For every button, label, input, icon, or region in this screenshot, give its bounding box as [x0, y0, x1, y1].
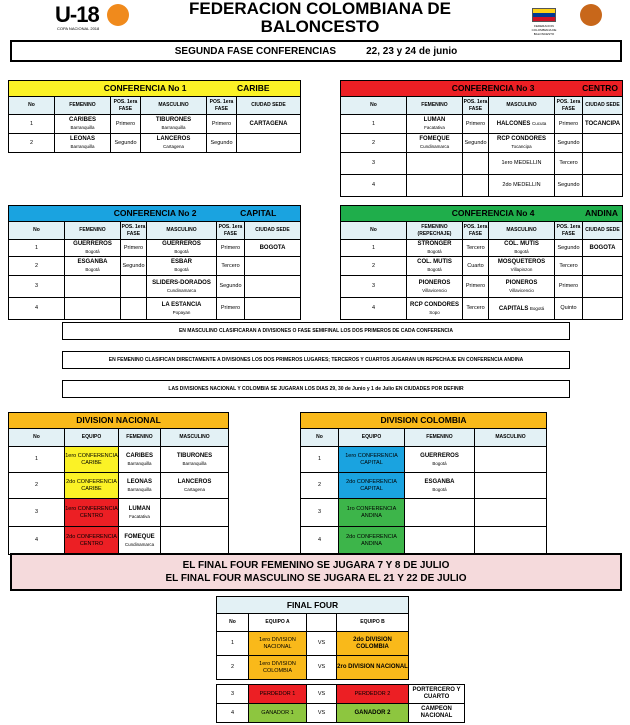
- mas-pos: Primero: [555, 115, 583, 134]
- fem-team: STRONGER Bogotá: [407, 240, 463, 257]
- mas-pos: Segundo: [207, 134, 237, 153]
- division-colombia-table: [300, 412, 547, 555]
- host-city: [583, 153, 623, 175]
- row-no: 1: [9, 115, 55, 134]
- table-row: [341, 240, 623, 257]
- col-header: MASCULINO: [489, 222, 555, 240]
- fem-team: GUERREROS Bogotá: [405, 447, 475, 473]
- table-row: [301, 527, 547, 555]
- col-header: No: [217, 614, 249, 632]
- table-row: [301, 473, 547, 499]
- fem-team: LUMAN Facatativa: [407, 115, 463, 134]
- fem-team: ESGANBA Bogotá: [405, 473, 475, 499]
- fem-pos: Segundo: [463, 134, 489, 153]
- col-header: MASCULINO: [147, 222, 217, 240]
- note-divisiones: LAS DIVISIONES NACIONAL Y COLOMBIA SE JUGARAN LOS DIAS 29, 30 de Junio y 1 de Julio EN CIUDADES POR DEFINIR: [62, 380, 570, 398]
- note-femenino: EN FEMENINO CLASIFICAN DIRECTAMENTE A DIVISIONES LOS DOS PRIMEROS LUGARES; TERCEROS Y CUARTOS JUGARAN UN REPECHAJE EN CONFERENCIA ANDINA: [62, 351, 570, 369]
- mas-team: [475, 499, 547, 527]
- table-row: [301, 499, 547, 527]
- col-header: No: [9, 429, 65, 447]
- conference-2-table: [8, 205, 301, 320]
- table-row: [9, 298, 301, 320]
- mas-team: COL. MUTIS Bogotá: [489, 240, 555, 257]
- table-row: [9, 499, 229, 527]
- equipo: 1ero CONFERENCIA CARIBE: [65, 447, 119, 473]
- team-a: 1ero DIVISION NACIONAL: [249, 632, 307, 656]
- fem-pos: [121, 298, 147, 320]
- table-row: [9, 447, 229, 473]
- col-header: No: [341, 97, 407, 115]
- conference-title: CONFERENCIA No 4: [341, 206, 555, 222]
- mas-team: [161, 499, 229, 527]
- row-no: 3: [341, 276, 407, 298]
- mas-team: [475, 473, 547, 499]
- final-four-table: [216, 596, 409, 680]
- row-no: 2: [217, 656, 249, 680]
- row-no: 2: [9, 134, 55, 153]
- fem-pos: [121, 276, 147, 298]
- mas-team: ESBAR Bogotá: [147, 257, 217, 276]
- col-header: CIUDAD SEDE: [583, 97, 623, 115]
- table-row: [9, 115, 301, 134]
- row-no: 1: [217, 632, 249, 656]
- fem-team: [405, 499, 475, 527]
- host-city: [583, 134, 623, 153]
- col-header: MASCULINO: [161, 429, 229, 447]
- mas-team: TIBURONES Barranquilla: [161, 447, 229, 473]
- row-no: 2: [341, 134, 407, 153]
- col-header: FEMENINO: [65, 222, 121, 240]
- mas-pos: Primero: [555, 276, 583, 298]
- conference-4-table: [340, 205, 623, 320]
- mas-team: RCP CONDORES Tocancipa: [489, 134, 555, 153]
- mas-pos: Primero: [217, 298, 245, 320]
- mas-team: TIBURONES Barranquilla: [141, 115, 207, 134]
- col-header: FEMENINO: [55, 97, 111, 115]
- fem-pos: Tercero: [463, 240, 489, 257]
- equipo: 1ero CONFERENCIA CENTRO: [65, 499, 119, 527]
- row-no: 2: [9, 473, 65, 499]
- host-city: [245, 276, 301, 298]
- col-header: No: [9, 97, 55, 115]
- col-header: POS. 1era FASE: [217, 222, 245, 240]
- vs-label: VS: [307, 632, 337, 656]
- conference-title: CONFERENCIA No 1: [9, 81, 207, 97]
- conference-3-table: [340, 80, 623, 197]
- fem-team: PIONEROS Villavicencio: [407, 276, 463, 298]
- mas-pos: Segundo: [555, 175, 583, 197]
- note-masculino: EN MASCULINO CLASIFICARAN A DIVISIONES O FASE SEMIFINAL LOS DOS PRIMEROS DE CADA CONFERENCIA: [62, 322, 570, 340]
- table-row: [9, 240, 301, 257]
- host-city: [583, 257, 623, 276]
- fem-pos: [463, 153, 489, 175]
- title-line-1: FEDERACION COLOMBIANA DE: [189, 0, 451, 18]
- col-header: MASCULINO: [141, 97, 207, 115]
- col-header: EQUIPO: [65, 429, 119, 447]
- equipo: 1ro CONFERENCIA ANDINA: [339, 499, 405, 527]
- equipo: 2do CONFERENCIA CENTRO: [65, 527, 119, 555]
- fem-team: CARIBES Barranquilla: [55, 115, 111, 134]
- fcb-logo: [528, 6, 560, 36]
- mas-pos: Segundo: [555, 240, 583, 257]
- equipo: 2do CONFERENCIA ANDINA: [339, 527, 405, 555]
- basketball-logo-icon: [580, 4, 602, 26]
- mas-team: LA ESTANCIA Popayan: [147, 298, 217, 320]
- vs-label: VS: [307, 704, 337, 723]
- fcb-caption: FEDERACION COLOMBIANA DE BALONCESTO: [531, 24, 557, 36]
- final-four-announcement: [10, 553, 622, 591]
- table-row: [301, 447, 547, 473]
- final-four-title: FINAL FOUR: [217, 597, 409, 614]
- basketball-icon: [107, 4, 129, 26]
- fem-team: GUERREROS Bogotá: [65, 240, 121, 257]
- mas-team: [475, 447, 547, 473]
- phase-name: SEGUNDA FASE CONFERENCIAS: [174, 45, 337, 57]
- fem-pos: Primero: [121, 240, 147, 257]
- mas-team: PIONEROS Villavicencio: [489, 276, 555, 298]
- col-header: EQUIPO B: [337, 614, 409, 632]
- vs-label: VS: [307, 656, 337, 680]
- mas-team: LANCEROS Cartagena: [141, 134, 207, 153]
- equipo: 1ero CONFERENCIA CAPITAL: [339, 447, 405, 473]
- team-a: PERDEDOR 1: [249, 685, 307, 704]
- conference-region: ANDINA: [555, 206, 623, 222]
- row-no: 4: [341, 175, 407, 197]
- division-title: DIVISION COLOMBIA: [301, 413, 547, 429]
- match-result: PORTERCERO Y CUARTO: [409, 685, 465, 704]
- mas-pos: Primero: [207, 115, 237, 134]
- row-no: 2: [341, 257, 407, 276]
- table-row: [217, 632, 409, 656]
- division-title: DIVISION NACIONAL: [9, 413, 229, 429]
- conference-title: CONFERENCIA No 3: [341, 81, 555, 97]
- host-city: CARTAGENA: [237, 115, 301, 134]
- division-nacional-table: [8, 412, 229, 555]
- row-no: 1: [9, 447, 65, 473]
- col-header: CIUDAD SEDE: [245, 222, 301, 240]
- row-no: 2: [9, 257, 65, 276]
- fem-team: [407, 153, 463, 175]
- row-no: 1: [341, 115, 407, 134]
- host-city: [245, 298, 301, 320]
- fem-team: ESGANBA Bogotá: [65, 257, 121, 276]
- conference-region: CENTRO: [555, 81, 623, 97]
- fem-team: [407, 175, 463, 197]
- table-row: [341, 153, 623, 175]
- equipo: 2do CONFERENCIA CAPITAL: [339, 473, 405, 499]
- mas-pos: Segundo: [217, 276, 245, 298]
- row-no: 4: [341, 298, 407, 320]
- title-line-2: BALONCESTO: [260, 17, 380, 36]
- table-row: [341, 134, 623, 153]
- col-header: EQUIPO: [339, 429, 405, 447]
- fem-team: RCP CONDORES Sopo: [407, 298, 463, 320]
- team-b: PERDEDOR 2: [337, 685, 409, 704]
- table-row: [9, 134, 301, 153]
- row-no: 1: [9, 240, 65, 257]
- col-header: No: [341, 222, 407, 240]
- team-a: 1ero DIVISION COLOMBIA: [249, 656, 307, 680]
- mas-team: CAPITALS Bogotá: [489, 298, 555, 320]
- table-row: [9, 276, 301, 298]
- mas-team: SLIDERS-DORADOS Cundinamarca: [147, 276, 217, 298]
- host-city: TOCANCIPA: [583, 115, 623, 134]
- mas-pos: Quinto: [555, 298, 583, 320]
- u18-logo: [55, 2, 130, 34]
- host-city: [245, 257, 301, 276]
- col-header: MASCULINO: [475, 429, 547, 447]
- team-b: 2ro DIVISION NACIONAL: [337, 656, 409, 680]
- table-row: [217, 704, 465, 723]
- colombia-flag-icon: [532, 8, 556, 22]
- col-header: CIUDAD SEDE: [237, 97, 301, 115]
- mas-team: GUERREROS Bogotá: [147, 240, 217, 257]
- logo-text: U-18: [55, 2, 99, 27]
- conference-region: CAPITAL: [217, 206, 301, 222]
- fem-team: [65, 298, 121, 320]
- table-row: [341, 257, 623, 276]
- host-city: BOGOTA: [245, 240, 301, 257]
- playoff-table: [216, 684, 465, 723]
- col-header: POS. 1era FASE: [207, 97, 237, 115]
- conference-title: CONFERENCIA No 2: [9, 206, 217, 222]
- logo-subtitle: COPA NACIONAL 2018: [57, 26, 100, 31]
- phase-banner: [10, 40, 622, 62]
- vs-label: VS: [307, 685, 337, 704]
- host-city: [237, 134, 301, 153]
- mas-team: [475, 527, 547, 555]
- row-no: 3: [341, 153, 407, 175]
- col-header: POS. 1era FASE: [555, 222, 583, 240]
- fem-team: CARIBES Barranquilla: [119, 447, 161, 473]
- announce-line-2: EL FINAL FOUR MASCULINO SE JUGARA EL 21 Y 22 DE JULIO: [165, 573, 467, 584]
- phase-dates: 22, 23 y 24 de junio: [366, 45, 458, 57]
- row-no: 4: [9, 298, 65, 320]
- host-city: BOGOTA: [583, 240, 623, 257]
- row-no: 1: [301, 447, 339, 473]
- col-header: POS. 1era FASE: [463, 222, 489, 240]
- fem-team: [65, 276, 121, 298]
- row-no: 4: [301, 527, 339, 555]
- fem-team: LEONAS Barranquilla: [55, 134, 111, 153]
- conference-1-table: [8, 80, 301, 153]
- match-result: CAMPEON NACIONAL: [409, 704, 465, 723]
- col-header: MASCULINO: [489, 97, 555, 115]
- fem-team: LUMAN Facatativa: [119, 499, 161, 527]
- col-header: [307, 614, 337, 632]
- fem-pos: Tercero: [463, 298, 489, 320]
- table-row: [217, 685, 465, 704]
- mas-team: [161, 527, 229, 555]
- col-header: POS. 1era FASE: [111, 97, 141, 115]
- mas-team: 1ero MEDELLIN: [489, 153, 555, 175]
- row-no: 4: [9, 527, 65, 555]
- row-no: 3: [301, 499, 339, 527]
- host-city: [583, 175, 623, 197]
- col-header: POS. 1era FASE: [121, 222, 147, 240]
- fem-team: FOMEQUE Cundinamarca: [407, 134, 463, 153]
- fem-pos: Primero: [111, 115, 141, 134]
- row-no: 3: [9, 499, 65, 527]
- table-row: [341, 276, 623, 298]
- table-row: [341, 175, 623, 197]
- host-city: [583, 298, 623, 320]
- col-header: CIUDAD SEDE: [583, 222, 623, 240]
- col-header: EQUIPO A: [249, 614, 307, 632]
- fem-pos: [463, 175, 489, 197]
- team-b: 2do DIVISION COLOMBIA: [337, 632, 409, 656]
- team-b: GANADOR 2: [337, 704, 409, 723]
- row-no: 1: [341, 240, 407, 257]
- fem-team: COL. MUTIS Bogotá: [407, 257, 463, 276]
- announce-line-1: EL FINAL FOUR FEMENINO SE JUGARA 7 Y 8 DE JULIO: [182, 560, 450, 571]
- mas-team: LANCEROS Cartagena: [161, 473, 229, 499]
- mas-pos: Tercero: [217, 257, 245, 276]
- col-header: No: [9, 222, 65, 240]
- fem-pos: Segundo: [121, 257, 147, 276]
- table-row: [9, 257, 301, 276]
- fem-pos: Cuarto: [463, 257, 489, 276]
- col-header: POS. 1era FASE: [555, 97, 583, 115]
- mas-team: MOSQUETEROS Villapinzon: [489, 257, 555, 276]
- col-header: FEMENINO: [405, 429, 475, 447]
- col-header: FEMENINO: [407, 97, 463, 115]
- col-header: POS. 1era FASE: [463, 97, 489, 115]
- table-row: [341, 115, 623, 134]
- equipo: 2do CONFERENCIA CARIBE: [65, 473, 119, 499]
- mas-team: HALCONES Cucuta: [489, 115, 555, 134]
- fem-pos: Primero: [463, 115, 489, 134]
- table-row: [9, 527, 229, 555]
- fem-pos: Primero: [463, 276, 489, 298]
- col-header: FEMENINO (REPECHAJE): [407, 222, 463, 240]
- mas-pos: Primero: [217, 240, 245, 257]
- row-no: 4: [217, 704, 249, 723]
- col-header: No: [301, 429, 339, 447]
- fem-team: [405, 527, 475, 555]
- row-no: 2: [301, 473, 339, 499]
- col-header: FEMENINO: [119, 429, 161, 447]
- row-no: 3: [9, 276, 65, 298]
- team-a: GANADOR 1: [249, 704, 307, 723]
- mas-pos: Tercero: [555, 257, 583, 276]
- conference-region: CARIBE: [207, 81, 301, 97]
- host-city: [583, 276, 623, 298]
- fem-pos: Segundo: [111, 134, 141, 153]
- fem-team: FOMEQUE Cundinamarca: [119, 527, 161, 555]
- row-no: 3: [217, 685, 249, 704]
- table-row: [217, 656, 409, 680]
- table-row: [9, 473, 229, 499]
- table-row: [341, 298, 623, 320]
- mas-pos: Segundo: [555, 134, 583, 153]
- page-title: [150, 0, 490, 36]
- mas-team: 2do MEDELLIN: [489, 175, 555, 197]
- mas-pos: Tercero: [555, 153, 583, 175]
- fem-team: LEONAS Barranquilla: [119, 473, 161, 499]
